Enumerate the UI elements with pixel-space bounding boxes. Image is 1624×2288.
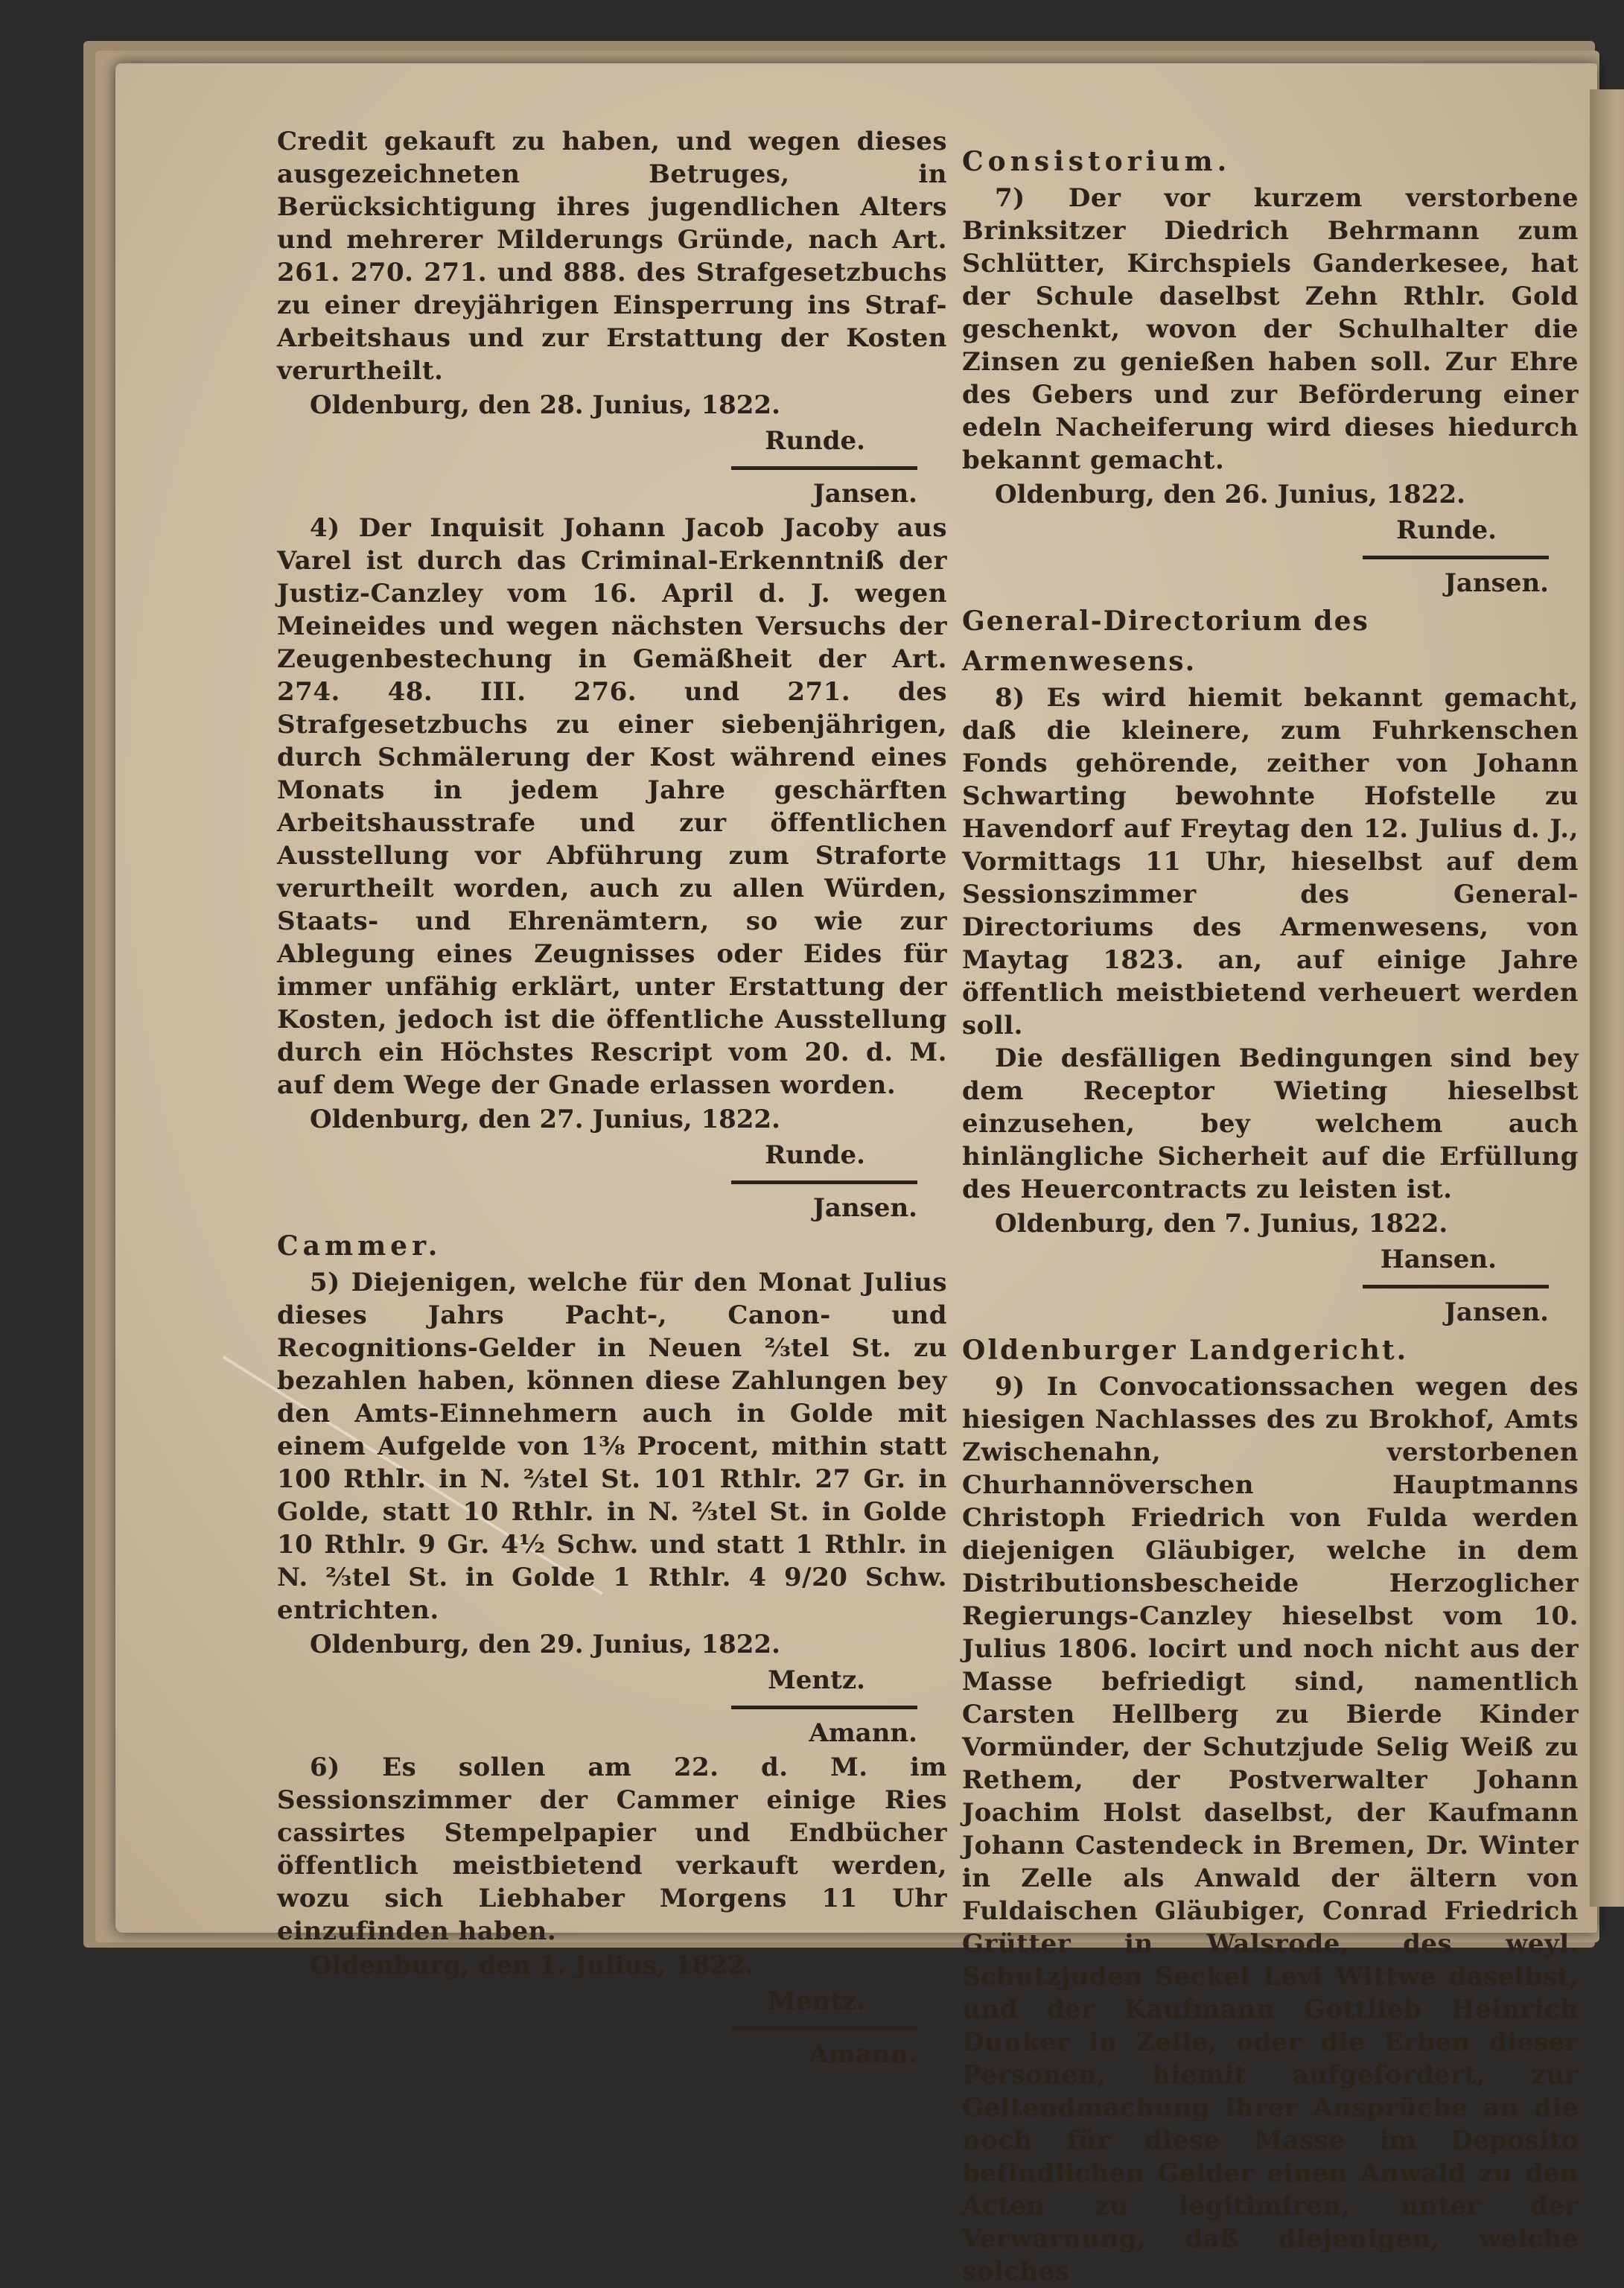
- section-heading-general-directorium: General-Directorium des Armenwesens.: [962, 606, 1369, 677]
- signature: Jansen.: [1444, 1297, 1549, 1327]
- right-column: [962, 142, 1579, 2288]
- signature: Jansen.: [1444, 568, 1549, 598]
- paragraph-7: 7) Der vor kurzem verstorbene Brinksitzer Diedrich Behrmann zum Schlütter, Kirchspiels Ganderkesee, hat der Schule daselbst Zehn Rthlr. Gold geschenkt, wovon der Schulhalter die Zinsen zu genießen haben soll. Zur Ehre des Gebers und zur Beförderung einer edeln Nacheiferung wird dieses hiedurch bekannt gemacht.: [962, 183, 1579, 475]
- paragraph-6: 6) Es sollen am 22. d. M. im Sessionszimmer der Cammer einige Ries cassirtes Stempelpapier und Endbücher öffentlich meistbietend verkauft werden, wozu sich Liebhaber Morgens 11 Uhr einzufinden haben.: [277, 1752, 947, 1946]
- signature: Amann.: [809, 2039, 917, 2069]
- separator-rule: [1363, 556, 1549, 559]
- separator-rule: [731, 1706, 917, 1709]
- paragraph-4: 4) Der Inquisit Johann Jacob Jacoby aus Varel ist durch das Criminal-Erkenntniß der Justiz-Canzley vom 16. April d. J. wegen Meineides und wegen nächsten Versuchs der Zeugenbestechung in Gemäßheit der Art. 274. 48. III. 276. und 271. des Strafgesetzbuchs zu einer siebenjährigen, durch Schmälerung der Kost während eines Monats in jedem Jahre geschärften Arbeitshausstrafe und zur öffentlichen Ausstellung vor Abführung zum Straforte verurtheilt worden, auch zu allen Würden, Staats- und Ehrenämtern, so wie zur Ablegung eines Zeugnisses oder Eides für immer unfähig erklärt, unter Erstattung der Kosten, jedoch ist die öffentliche Ausstellung durch ein Höchstes Rescript vom 20. d. M. auf dem Wege der Gnade erlassen worden.: [277, 513, 947, 1100]
- signature: Mentz.: [768, 1665, 865, 1695]
- paragraph-8: 8) Es wird hiemit bekannt gemacht, daß die kleinere, zum Fuhrkenschen Fonds gehörende, zeither von Johann Schwarting bewohnte Hofstelle zu Havendorf auf Freytag den 12. Julius d. J., Vormittags 11 Uhr, hieselbst auf dem Sessionszimmer des General-Directoriums des Armenwesens, von Maytag 1823. an, auf einige Jahre öffentlich meistbietend verheuert werden soll.: [962, 683, 1579, 1040]
- signature: Mentz.: [768, 1986, 865, 2016]
- section-heading-consistorium: Consistorium.: [962, 146, 1232, 177]
- paragraph-8b: Die desfälligen Bedingungen sind bey dem Receptor Wieting hieselbst einzusehen, bey welchem auch hinlängliche Sicherheit auf die Erfüllung des Heuercontracts zu leisten ist.: [962, 1043, 1579, 1204]
- left-column: [277, 125, 947, 2072]
- dateline: Oldenburg, den 27. Junius, 1822.: [310, 1105, 780, 1134]
- dateline: Oldenburg, den 7. Junius, 1822.: [995, 1209, 1448, 1239]
- dateline: Oldenburg, den 29. Junius, 1822.: [310, 1630, 780, 1659]
- signature: Jansen.: [812, 1193, 917, 1223]
- section-heading-cammer: Cammer.: [277, 1230, 442, 1262]
- dateline: Oldenburg, den 1. Julius, 1822.: [310, 1951, 754, 1980]
- dateline: Oldenburg, den 28. Junius, 1822.: [310, 390, 780, 420]
- signature: Runde.: [765, 426, 865, 456]
- paragraph-5: 5) Diejenigen, welche für den Monat Julius dieses Jahrs Pacht-, Canon- und Recognitions-Gelder in Neuen ⅔tel St. zu bezahlen haben, können diese Zahlungen bey den Amts-Einnehmern auch in Golde mit einem Aufgelde von 1⅜ Procent, mithin statt 100 Rthlr. in N. ⅔tel St. 101 Rthlr. 27 Gr. in Golde, statt 10 Rthlr. in N. ⅔tel St. in Golde 10 Rthlr. 9 Gr. 4½ Schw. und statt 1 Rthlr. in N. ⅔tel St. in Golde 1 Rthlr. 4 9/20 Schw. entrichten.: [277, 1268, 947, 1625]
- signature: Runde.: [765, 1140, 865, 1170]
- separator-rule: [731, 1180, 917, 1184]
- signature: Amann.: [809, 1718, 917, 1748]
- dateline: Oldenburg, den 26. Junius, 1822.: [995, 480, 1465, 509]
- separator-rule: [731, 2027, 917, 2030]
- next-page-edge: [1590, 89, 1624, 1907]
- signature: Jansen.: [812, 479, 917, 509]
- paragraph-9: 9) In Convocationssachen wegen des hiesigen Nachlasses des zu Brokhof, Amts Zwischenahn, verstorbenen Churhannöverschen Hauptmanns Christoph Friedrich von Fulda werden diejenigen Gläubiger, welche in dem Distributionsbescheide Herzoglicher Regierungs-Canzley hieselbst vom 10. Julius 1806. locirt und noch nicht aus der Masse befriedigt sind, namentlich Carsten Hellberg zu Bierde Kinder Vormünder, der Schutzjude Selig Weiß zu Rethem, der Postverwalter Johann Joachim Holst daselbst, der Kaufmann Johann Castendeck in Bremen, Dr. Winter in Zelle als Anwald der ältern von Fuldaischen Gläubiger, Conrad Friedrich Grütter in Walsrode, des weyl. Schutzjuden Seckel Levi Wittwe daselbst, und der Kaufmann Gottlieb Heinrich Dunker in Zelle, oder die Erben dieser Personen, hiemit aufgefordert, zur Geltendmachung ihrer Ansprüche an die noch für diese Masse im Deposito befindlichen Gelder einen Anwald zu den Acten zu legitimiren, unter der Verwarnung, daß diejenigen, welche solches: [962, 1372, 1579, 2287]
- signature: Hansen.: [1380, 1245, 1497, 1274]
- separator-rule: [731, 466, 917, 470]
- separator-rule: [1363, 1285, 1549, 1288]
- section-heading-landgericht: Oldenburger Landgericht.: [962, 1335, 1409, 1366]
- paragraph-credit: Credit gekauft zu haben, und wegen dieses ausgezeichneten Betruges, in Berücksichtigung ihres jugendlichen Alters und mehrerer Milderungs Gründe, nach Art. 261. 270. 271. und 888. des Strafgesetzbuchs zu einer dreyjährigen Einsperrung ins Straf-Arbeitshaus und zur Erstattung der Kosten verurtheilt.: [277, 127, 947, 386]
- signature: Runde.: [1396, 515, 1497, 545]
